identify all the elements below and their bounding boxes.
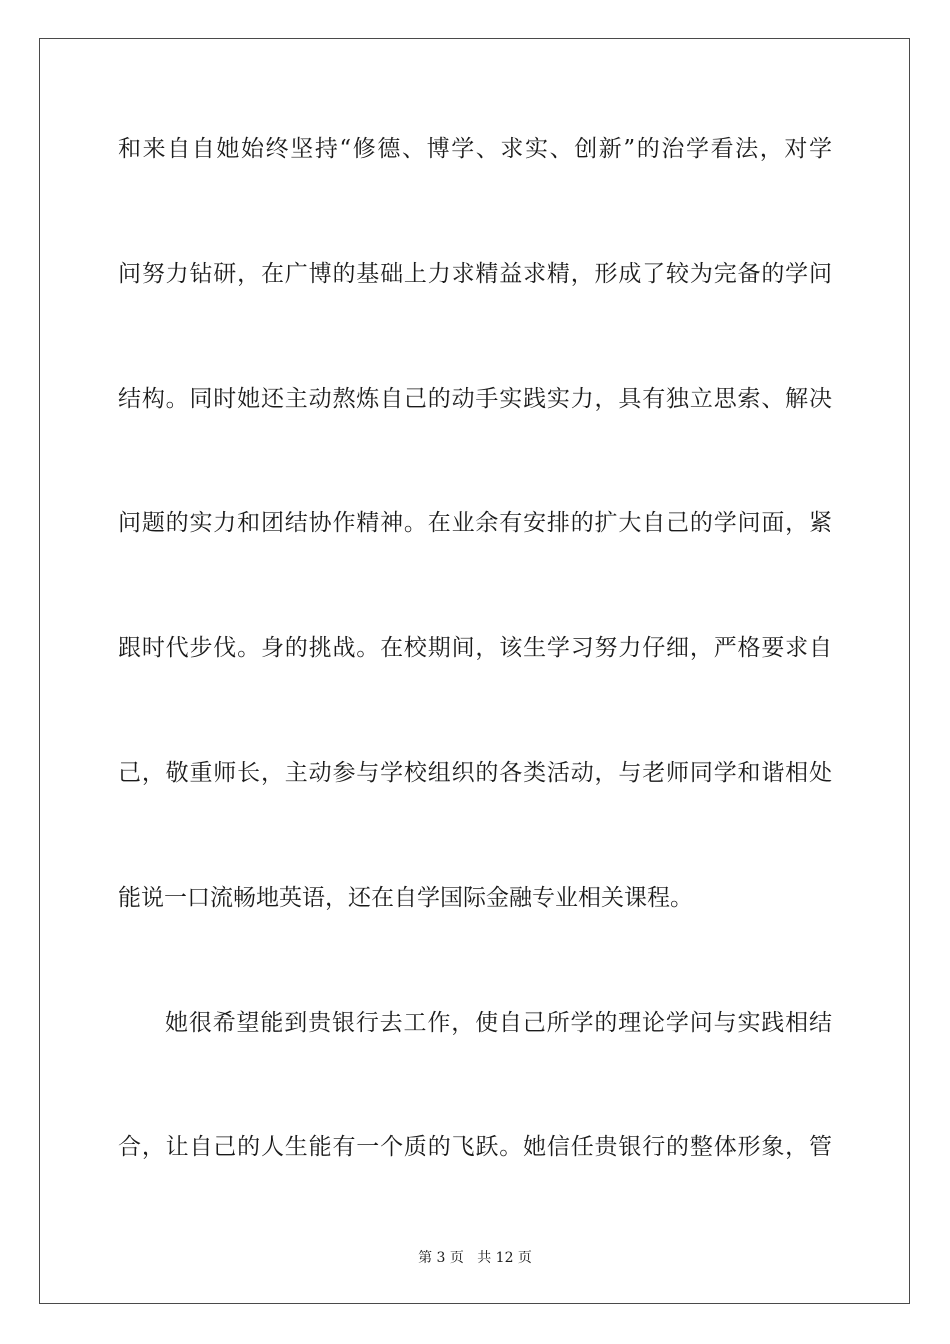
page-number-footer: 第 3 页 共 12 页	[418, 1250, 532, 1266]
text-line-4: 问题的实力和团结协作精神。在业余有安排的扩大自己的学问面，紧	[118, 510, 832, 536]
text-line-1: 和来自自她始终坚持“修德、博学、求实、创新”的治学看法，对学	[118, 136, 832, 162]
text-line-8: 她很希望能到贵银行去工作，使自己所学的理论学问与实践相结	[165, 1010, 832, 1036]
text-line-6: 己，敬重师长，主动参与学校组织的各类活动，与老师同学和谐相处	[118, 760, 832, 786]
text-line-7: 能说一口流畅地英语，还在自学国际金融专业相关课程。	[118, 885, 693, 911]
text-line-2: 问努力钻研，在广博的基础上力求精益求精，形成了较为完备的学问	[118, 261, 832, 287]
text-line-5: 跟时代步伐。身的挑战。在校期间，该生学习努力仔细，严格要求自	[118, 635, 832, 661]
text-line-9: 合，让自己的人生能有一个质的飞跃。她信任贵银行的整体形象，管	[118, 1134, 832, 1160]
page-border	[39, 38, 910, 1304]
text-line-3: 结构。同时她还主动熬炼自己的动手实践实力，具有独立思索、解决	[118, 386, 832, 412]
